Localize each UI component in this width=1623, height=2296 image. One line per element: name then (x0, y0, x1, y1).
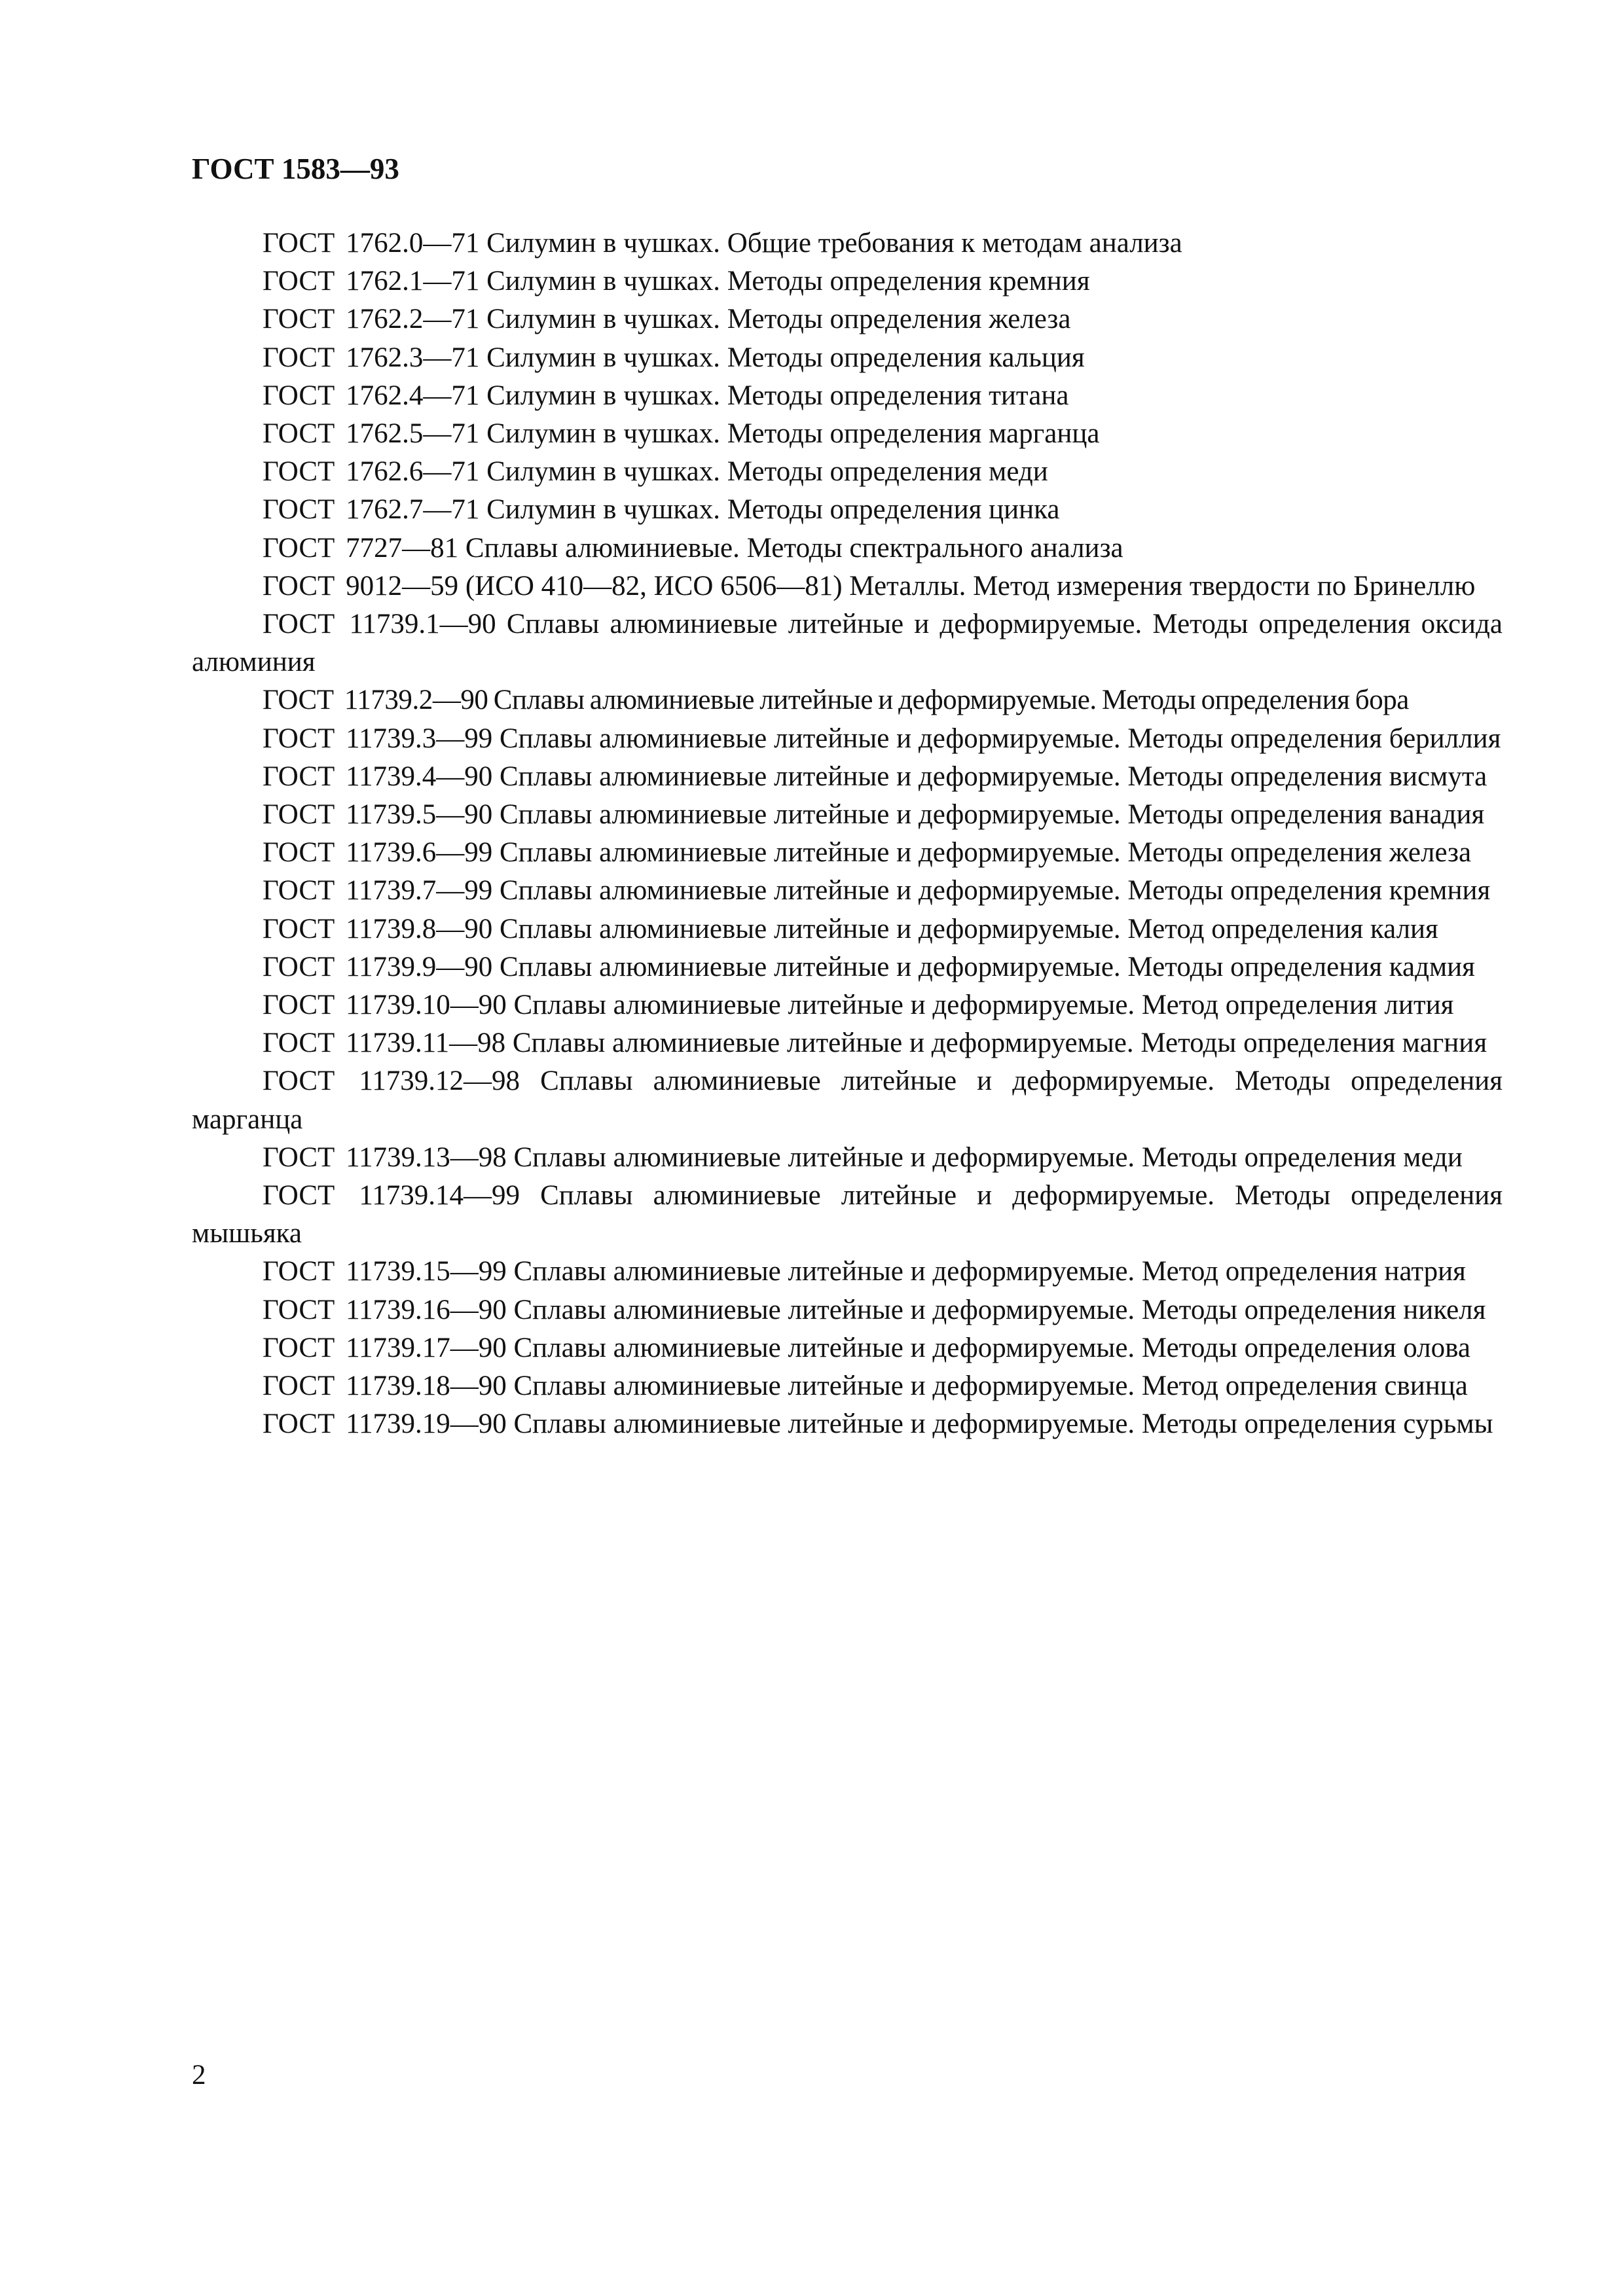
reference-item (192, 910, 1503, 948)
reference-item (192, 758, 1503, 796)
reference-title: Сплавы алюминиевые литейные и деформируемые. Методы определения мышьяка (192, 1180, 1503, 1249)
reference-code: ГОСТ 11739.6—99 (263, 837, 493, 869)
reference-item (192, 529, 1503, 567)
reference-item (192, 986, 1503, 1024)
reference-title: Силумин в чушках. Методы определения кальция (486, 342, 1085, 373)
reference-item (192, 224, 1503, 262)
reference-code: ГОСТ 11739.19—90 (263, 1408, 507, 1440)
reference-item (192, 1367, 1503, 1405)
reference-code: ГОСТ 7727—81 (263, 532, 459, 564)
reference-item (192, 872, 1503, 910)
reference-code: ГОСТ 9012—59 (263, 570, 459, 601)
reference-code: ГОСТ 11739.15—99 (263, 1256, 507, 1287)
reference-item (192, 1177, 1503, 1253)
reference-code: ГОСТ 11739.14—99 (263, 1180, 520, 1211)
reference-item (192, 262, 1503, 300)
reference-title: Сплавы алюминиевые литейные и деформируемые. Методы определения марганца (192, 1066, 1503, 1135)
reference-code: ГОСТ 11739.9—90 (263, 951, 493, 982)
reference-item (192, 605, 1503, 681)
reference-item (192, 377, 1503, 415)
reference-title: Сплавы алюминиевые литейные и деформируемые. Методы определения кремния (499, 875, 1491, 906)
reference-code: ГОСТ 11739.18—90 (263, 1371, 507, 1402)
reference-code: ГОСТ 11739.8—90 (263, 913, 493, 944)
reference-code: ГОСТ 11739.4—90 (263, 761, 493, 792)
reference-code: ГОСТ 11739.7—99 (263, 875, 493, 906)
reference-title: Сплавы алюминиевые литейные и деформируемые. Метод определения лития (513, 990, 1454, 1021)
reference-title: Сплавы алюминиевые литейные и деформируемые. Методы определения кадмия (499, 951, 1475, 982)
reference-code: ГОСТ 1762.2—71 (263, 304, 480, 335)
reference-title: Силумин в чушках. Методы определения кремния (486, 266, 1090, 297)
reference-item (192, 415, 1503, 453)
reference-title: Сплавы алюминиевые литейные и деформируемые. Методы определения олова (513, 1332, 1470, 1363)
reference-title: Сплавы алюминиевые литейные и деформируемые. Метод определения калия (499, 913, 1438, 944)
reference-item (192, 1024, 1503, 1062)
reference-item (192, 1139, 1503, 1177)
reference-code: ГОСТ 1762.7—71 (263, 494, 480, 526)
reference-title: Сплавы алюминиевые литейные и деформируемые. Методы определения меди (513, 1141, 1463, 1173)
reference-title: (ИСО 410—82, ИСО 6506—81) Металлы. Метод измерения твердости по Бринеллю (465, 570, 1476, 601)
reference-title: Силумин в чушках. Методы определения титана (486, 380, 1069, 411)
reference-item (192, 300, 1503, 338)
reference-code: ГОСТ 11739.2—90 (263, 685, 488, 716)
reference-item (192, 834, 1503, 872)
reference-item (192, 567, 1503, 605)
reference-item (192, 491, 1503, 529)
reference-code: ГОСТ 1762.5—71 (263, 418, 480, 450)
normative-references-list (192, 224, 1503, 1444)
reference-title: Сплавы алюминиевые литейные и деформируемые. Методы определения железа (499, 837, 1472, 869)
reference-title: Сплавы алюминиевые литейные и деформируемые. Методы определения бора (493, 685, 1409, 716)
reference-item (192, 453, 1503, 491)
reference-item (192, 1405, 1503, 1443)
reference-title: Силумин в чушках. Методы определения железа (486, 304, 1071, 335)
reference-item (192, 339, 1503, 377)
reference-title: Силумин в чушках. Методы определения меди (486, 456, 1048, 488)
reference-title: Сплавы алюминиевые литейные и деформируемые. Методы определения сурьмы (513, 1408, 1493, 1440)
reference-title: Силумин в чушках. Методы определения марганца (486, 418, 1100, 450)
reference-code: ГОСТ 11739.3—99 (263, 723, 493, 754)
reference-code: ГОСТ 1762.3—71 (263, 342, 480, 373)
reference-code: ГОСТ 11739.5—90 (263, 799, 493, 831)
reference-title: Сплавы алюминиевые литейные и деформируемые. Методы определения висмута (499, 761, 1487, 792)
reference-code: ГОСТ 1762.1—71 (263, 266, 480, 297)
reference-title: Сплавы алюминиевые литейные и деформируемые. Методы определения магния (512, 1028, 1487, 1059)
reference-title: Сплавы алюминиевые литейные и деформируемые. Метод определения натрия (513, 1256, 1466, 1287)
reference-item (192, 1062, 1503, 1138)
reference-code: ГОСТ 11739.12—98 (263, 1066, 520, 1097)
reference-code: ГОСТ 11739.11—98 (263, 1028, 506, 1059)
reference-item (192, 681, 1503, 719)
reference-item (192, 948, 1503, 986)
reference-code: ГОСТ 11739.17—90 (263, 1332, 507, 1363)
reference-code: ГОСТ 11739.10—90 (263, 990, 507, 1021)
reference-title: Сплавы алюминиевые литейные и деформируемые. Методы определения оксида алюминия (192, 609, 1503, 678)
reference-title: Сплавы алюминиевые. Методы спектрального анализа (465, 532, 1123, 564)
document-header: ГОСТ 1583—93 (192, 152, 399, 185)
reference-item (192, 1291, 1503, 1329)
reference-title: Сплавы алюминиевые литейные и деформируемые. Методы определения бериллия (499, 723, 1501, 754)
reference-title: Сплавы алюминиевые литейные и деформируемые. Метод определения свинца (513, 1371, 1468, 1402)
reference-item (192, 1329, 1503, 1367)
reference-item (192, 1253, 1503, 1291)
reference-code: ГОСТ 1762.4—71 (263, 380, 480, 411)
reference-code: ГОСТ 11739.13—98 (263, 1141, 507, 1173)
reference-code: ГОСТ 1762.0—71 (263, 228, 480, 259)
reference-item (192, 796, 1503, 834)
reference-title: Сплавы алюминиевые литейные и деформируемые. Методы определения никеля (513, 1294, 1486, 1325)
reference-code: ГОСТ 11739.1—90 (263, 609, 496, 640)
reference-item (192, 720, 1503, 758)
reference-code: ГОСТ 1762.6—71 (263, 456, 480, 488)
reference-code: ГОСТ 11739.16—90 (263, 1294, 507, 1325)
reference-title: Силумин в чушках. Методы определения цинка (486, 494, 1060, 526)
page-number: 2 (192, 2060, 206, 2090)
reference-title: Силумин в чушках. Общие требования к методам анализа (486, 228, 1182, 259)
reference-title: Сплавы алюминиевые литейные и деформируемые. Методы определения ванадия (499, 799, 1485, 831)
